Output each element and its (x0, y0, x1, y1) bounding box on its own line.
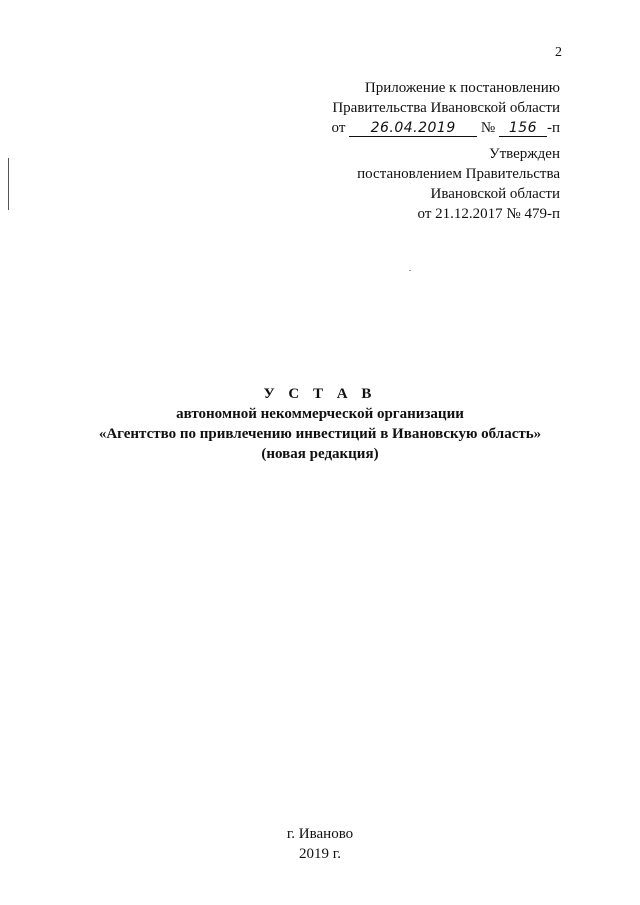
approval-line-3: Ивановской области (430, 186, 560, 202)
page-number: 2 (555, 45, 562, 60)
city: г. Иваново (286, 826, 354, 842)
edition-note: (новая редакция) (261, 446, 379, 462)
date-prefix: от (331, 120, 346, 136)
approval-block (357, 144, 560, 224)
year: 2019 г. (299, 846, 341, 862)
handwritten-number: 156 (499, 120, 547, 137)
approval-line-1: Утвержден (488, 146, 560, 162)
charter-title: У С Т А В (263, 386, 377, 402)
appendix-line-1: Приложение к постановлению (364, 80, 560, 96)
margin-line-mark (8, 158, 9, 210)
place-and-year (0, 824, 640, 864)
approval-line-4: от 21.12.2017 № 479-п (417, 206, 560, 222)
appendix-date-row (332, 118, 560, 138)
charter-title-block (0, 384, 640, 464)
appendix-line-2: Правительства Ивановской области (332, 100, 560, 116)
number-suffix: -п (546, 120, 560, 136)
appendix-header (332, 78, 560, 138)
scan-speck (409, 270, 411, 271)
handwritten-date: 26.04.2019 (349, 120, 477, 137)
organization-type: автономной некоммерческой организации (176, 406, 464, 422)
approval-line-2: постановлением Правительства (357, 166, 560, 182)
organization-name: «Агентство по привлечению инвестиций в Ивановскую область» (98, 426, 542, 442)
number-prefix: № (480, 120, 496, 136)
